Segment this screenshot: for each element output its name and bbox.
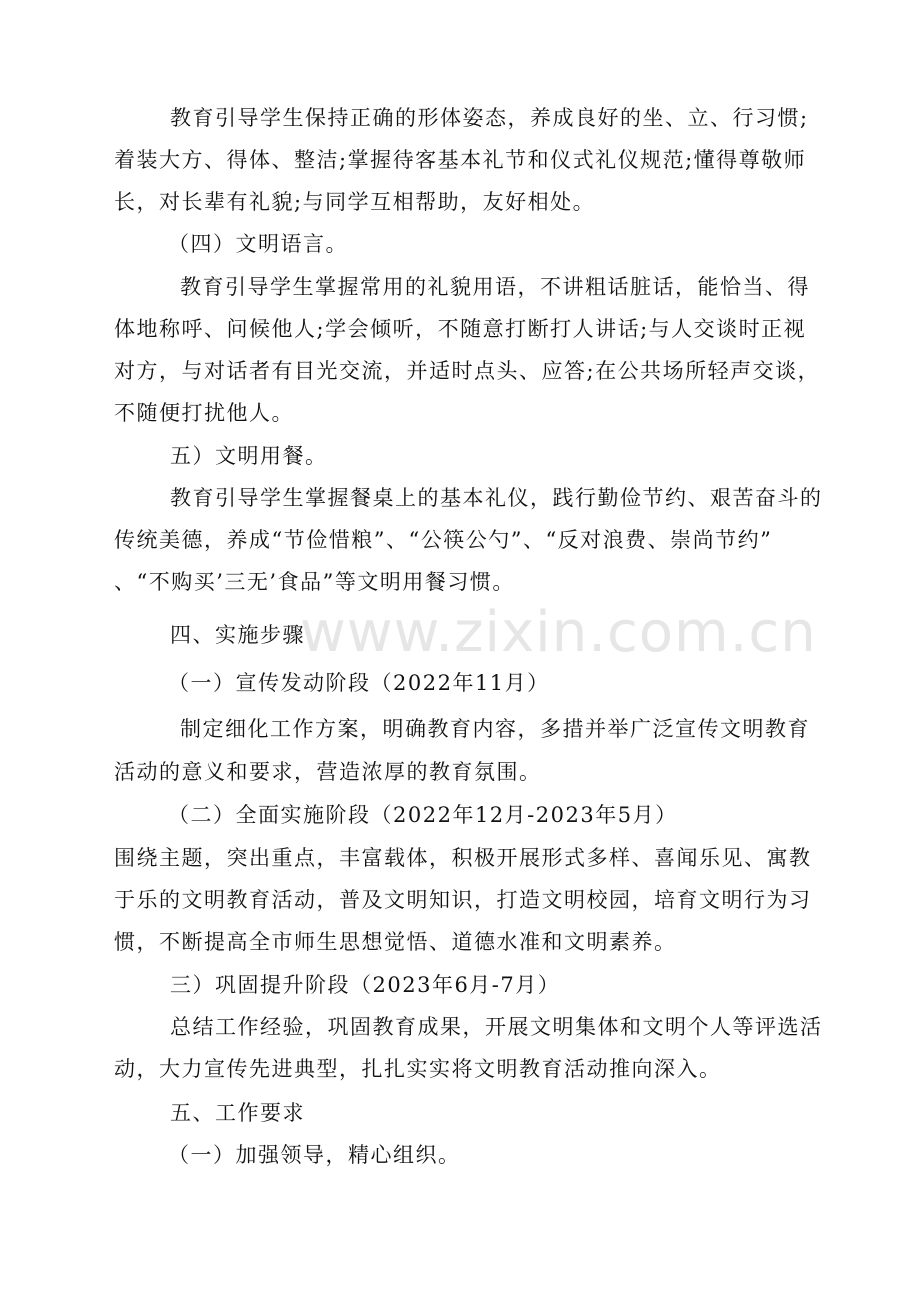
- section-heading: 五）文明用餐。: [170, 444, 328, 468]
- paragraph-line: 对方，与对话者有目光交流，并适时点头、应答;在公共场所轻声交谈，: [114, 359, 821, 383]
- paragraph-line: 体地称呼、问候他人;学会倾听，不随意打断打人讲话;与人交谈时正视: [114, 317, 807, 341]
- section-heading: 三）巩固提升阶段（2023年6月-7月）: [170, 973, 561, 997]
- paragraph-line: 于乐的文明教育活动，普及文明知识，打造文明校园，培育文明行为习: [114, 888, 812, 912]
- section-heading: （一）加强领导，精心组织。: [168, 1143, 461, 1167]
- paragraph-line: 长，对长辈有礼貌;与同学互相帮助，友好相处。: [114, 190, 596, 214]
- paragraph-line: 活动的意义和要求，营造浓厚的教育氛围。: [114, 760, 542, 784]
- paragraph-line: 教育引导学生保持正确的形体姿态，养成良好的坐、立、行习惯;: [170, 106, 809, 130]
- paragraph-line: 不随便打扰他人。: [114, 401, 294, 425]
- section-heading: （一）宣传发动阶段（2022年11月）: [168, 671, 550, 695]
- watermark: www.zixin.com.cn: [300, 600, 817, 665]
- paragraph-line: 惯，不断提高全市师生思想觉悟、道德水准和文明素养。: [114, 930, 677, 954]
- section-heading: （四）文明语言。: [168, 232, 348, 256]
- section-heading: 四、实施步骤: [170, 623, 305, 647]
- paragraph-line: 动，大力宣传先进典型，扎扎实实将文明教育活动推向深入。: [114, 1057, 722, 1081]
- paragraph-line: 制定细化工作方案，明确教育内容，多措并举广泛宣传文明教育: [180, 717, 810, 741]
- section-heading: 五、工作要求: [170, 1101, 305, 1125]
- paragraph-line: 总结工作经验，巩固教育成果，开展文明集体和文明个人等评选活: [170, 1015, 823, 1039]
- paragraph-line: 着装大方、得体、整洁;掌握待客基本礼节和仪式礼仪规范;懂得尊敬师: [114, 148, 807, 172]
- section-heading: （二）全面实施阶段（2022年12月-2023年5月）: [168, 803, 678, 827]
- paragraph-line: 教育引导学生掌握餐桌上的基本礼仪，践行勤俭节约、艰苦奋斗的: [170, 486, 823, 510]
- paragraph-line: 、“不购买’三无’食品”等文明用餐习惯。: [114, 570, 515, 594]
- paragraph-line: 围绕主题，突出重点，丰富载体，积极开展形式多样、喜闻乐见、寓教: [114, 846, 812, 870]
- paragraph-line: 教育引导学生掌握常用的礼貌用语，不讲粗话脏话，能恰当、得: [180, 275, 810, 299]
- paragraph-line: 传统美德，养成“节俭惜粮”、“公筷公勺”、“反对浪费、崇尚节约”: [114, 528, 773, 552]
